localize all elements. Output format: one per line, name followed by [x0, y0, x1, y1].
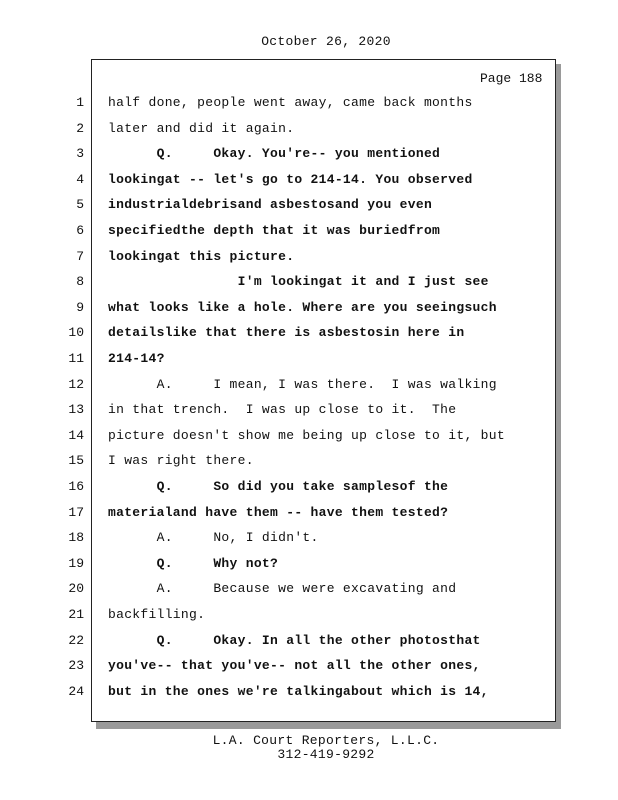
- line-number: 11: [68, 351, 84, 366]
- transcript-line: [0, 274, 560, 294]
- line-number: 5: [76, 197, 84, 213]
- line-number: 21: [68, 607, 84, 622]
- line-text: I'm lookingat it and I just see: [108, 274, 489, 290]
- line-text: Q. Okay. You're-- you mentioned: [108, 146, 441, 162]
- line-number: 10: [68, 325, 84, 341]
- transcript-line: [0, 172, 560, 192]
- line-text: A. Because we were excavating and: [108, 581, 457, 597]
- transcript-line: [0, 453, 560, 473]
- transcript-line: [0, 351, 560, 371]
- transcript-line: [0, 658, 560, 678]
- line-number: 8: [76, 274, 84, 290]
- line-text: but in the ones we're talkingabout which is 14,: [108, 683, 489, 699]
- line-text: lookingat -- let's go to 214-14. You observed: [108, 171, 473, 187]
- line-number: 23: [68, 658, 84, 674]
- line-text: materialand have them -- have them tested?: [108, 504, 449, 520]
- line-text: detailslike that there is asbestosin here in: [108, 325, 465, 341]
- line-text: industrialdebrisand asbestosand you even: [108, 197, 433, 213]
- line-text: what looks like a hole. Where are you seeingsuch: [108, 299, 497, 315]
- line-number: 15: [68, 453, 84, 469]
- transcript-line: [0, 300, 560, 320]
- footer-company: L.A. Court Reporters, L.L.C.: [212, 733, 440, 748]
- line-text: backfilling.: [108, 607, 206, 622]
- line-number: 4: [76, 171, 84, 187]
- line-text: you've-- that you've-- not all the other ones,: [108, 658, 481, 674]
- line-text: Q. Okay. In all the other photosthat: [108, 632, 481, 648]
- line-number: 13: [68, 402, 84, 418]
- line-text: A. No, I didn't.: [108, 530, 319, 546]
- line-text: Q. So did you take samplesof the: [108, 479, 449, 494]
- transcript-line: [0, 479, 560, 499]
- line-number: 3: [76, 146, 84, 162]
- line-number: 22: [68, 632, 84, 648]
- transcript-line: [0, 121, 560, 141]
- line-number: 24: [68, 683, 84, 699]
- line-number: 14: [68, 427, 84, 443]
- transcript-line: [0, 223, 560, 243]
- transcript-line: [0, 581, 560, 601]
- header-date: October 26, 2020: [261, 34, 391, 49]
- line-text: specifiedthe depth that it was buriedfrom: [108, 223, 441, 238]
- transcript-line: [0, 607, 560, 627]
- line-number: 12: [68, 376, 84, 392]
- line-text: lookingat this picture.: [108, 248, 295, 264]
- line-text: Q. Why not?: [108, 555, 279, 571]
- line-number: 2: [76, 120, 84, 136]
- transcript-line: [0, 197, 560, 217]
- line-number: 19: [68, 555, 84, 571]
- transcript-line: [0, 633, 560, 653]
- line-number: 17: [68, 504, 84, 520]
- line-number: 1: [76, 95, 84, 110]
- line-text: picture doesn't show me being up close to it, but: [108, 427, 505, 443]
- line-text: 214-14?: [108, 351, 165, 366]
- line-text: later and did it again.: [108, 120, 295, 136]
- transcript-line: [0, 146, 560, 166]
- transcript-line: [0, 684, 560, 704]
- transcript-line: [0, 402, 560, 422]
- transcript-line: [0, 530, 560, 550]
- footer-phone: 312-419-9292: [277, 747, 375, 762]
- page-number: Page 188: [480, 71, 543, 86]
- line-number: 9: [76, 299, 84, 315]
- line-text: A. I mean, I was there. I was walking: [108, 376, 497, 392]
- line-number: 6: [76, 223, 84, 238]
- line-number: 20: [68, 581, 84, 597]
- transcript-line: [0, 505, 560, 525]
- transcript-line: [0, 249, 560, 269]
- transcript-line: [0, 95, 560, 115]
- line-number: 16: [68, 479, 84, 494]
- line-number: 7: [76, 248, 84, 264]
- transcript-line: [0, 428, 560, 448]
- transcript-line: [0, 377, 560, 397]
- line-text: in that trench. I was up close to it. The: [108, 402, 457, 418]
- line-number: 18: [68, 530, 84, 546]
- transcript-line: [0, 325, 560, 345]
- line-text: half done, people went away, came back months: [108, 95, 473, 110]
- line-text: I was right there.: [108, 453, 254, 469]
- transcript-line: [0, 556, 560, 576]
